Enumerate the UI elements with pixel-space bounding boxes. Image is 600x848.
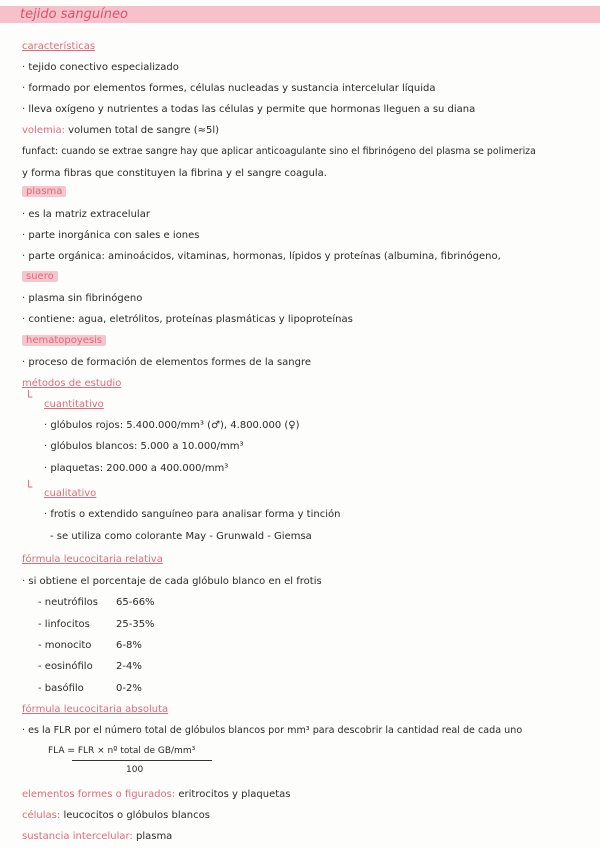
list-item [38,596,155,609]
formula-denominator: 100 [126,765,144,775]
arrow-icon: └ [25,390,33,404]
bullet: · si obtiene el porcentaje de cada glóbulo blanco en el frotis [22,576,322,587]
list-item [38,639,142,652]
footer-text: eritrocitos y plaquetas [175,789,291,800]
footer-label: células: [22,810,61,821]
formula-numerator: FLA = FLR × nº total de GB/mm³ [48,746,196,756]
footer-line-3 [22,830,172,843]
title-banner [0,6,600,23]
footer-line-1 [22,788,290,801]
arrow-icon: └ [25,480,33,494]
cell-range: 2-4% [116,661,142,672]
heading-plasma [22,185,66,198]
suero-heading-text: suero [22,271,58,282]
bullet: · plaquetas: 200.000 a 400.000/mm³ [44,463,229,474]
footer-line-2 [22,809,210,822]
cell-name: - monocito [38,640,92,651]
bullet: - se utiliza como colorante May - Grunwald - Giemsa [50,531,312,542]
bullet: · lleva oxígeno y nutrientes a todas las células y permite que hormonas lleguen a su diana [22,104,476,115]
bullet: · frotis o extendido sanguíneo para analisar forma y tinción [44,509,341,520]
cell-name: - eosinófilo [38,661,93,672]
list-item [38,682,142,695]
funfact-line-1: funfact: cuando se extrae sangre hay que aplicar anticoagulante sino el fibrinógeno del plasma se polimeriza [22,146,536,157]
cell-range: 25-35% [116,619,155,630]
bullet: · proceso de formación de elementos formes de la sangre [22,357,312,368]
cell-range: 6-8% [116,640,142,651]
list-item [38,660,142,673]
bullet: · plasma sin fibrinógeno [22,293,143,304]
subheading-cualitativo: cualitativo [44,488,97,499]
cell-name: - neutrófilos [38,597,98,608]
footer-label: elementos formes o figurados: [22,789,176,800]
bullet: · contiene: agua, eletrólitos, proteínas plasmáticas y lipoproteínas [22,314,353,325]
heading-caracteristicas: características [22,41,96,52]
page-title: tejido sanguíneo [20,7,128,22]
fraction-line [72,760,212,761]
list-item [38,618,155,631]
bullet: · tejido conectivo especializado [22,62,179,73]
heading-flr: fórmula leucocitaria relativa [22,554,163,565]
cell-name: - basófilo [38,683,84,694]
cell-range: 0-2% [116,683,142,694]
bullet: · formado por elementos formes, células nucleadas y sustancia intercelular líquida [22,83,436,94]
bullet: · parte inorgánica con sales e iones [22,230,200,241]
heading-metodos: métodos de estudio [22,378,122,389]
funfact-line-2: y forma fibras que constituyen la fibrina y el sangre coagula. [22,168,327,179]
footer-label: sustancia intercelular: [22,831,133,842]
subheading-cuantitativo: cuantitativo [44,399,104,410]
heading-hematopoyesis [22,334,106,347]
cell-range: 65-66% [116,597,155,608]
cell-name: - linfocitos [38,619,90,630]
plasma-heading-text: plasma [22,186,66,197]
footer-text: leucocitos o glóbulos blancos [60,810,210,821]
bullet: · glóbulos rojos: 5.400.000/mm³ (♂), 4.800.000 (♀) [44,420,300,431]
footer-text: plasma [132,831,173,842]
bullet: · es la FLR por el número total de glóbulos blancos por mm³ para descobrir la cantidad real de cada uno [22,725,523,736]
bullet: · glóbulos blancos: 5.000 a 10.000/mm³ [44,441,244,452]
hematopoyesis-heading-text: hematopoyesis [22,335,106,346]
volemia-line [22,124,219,137]
heading-fla: fórmula leucocitaria absoluta [22,704,169,715]
volemia-text: volumen total de sangre (≈5l) [64,125,220,136]
bullet: · es la matriz extracelular [22,209,150,220]
bullet: · parte orgánica: aminoácidos, vitaminas, hormonas, lípidos y proteínas (albumina, fibrinógeno, [22,251,501,262]
heading-suero [22,270,58,283]
volemia-label: volemia: [22,125,65,136]
